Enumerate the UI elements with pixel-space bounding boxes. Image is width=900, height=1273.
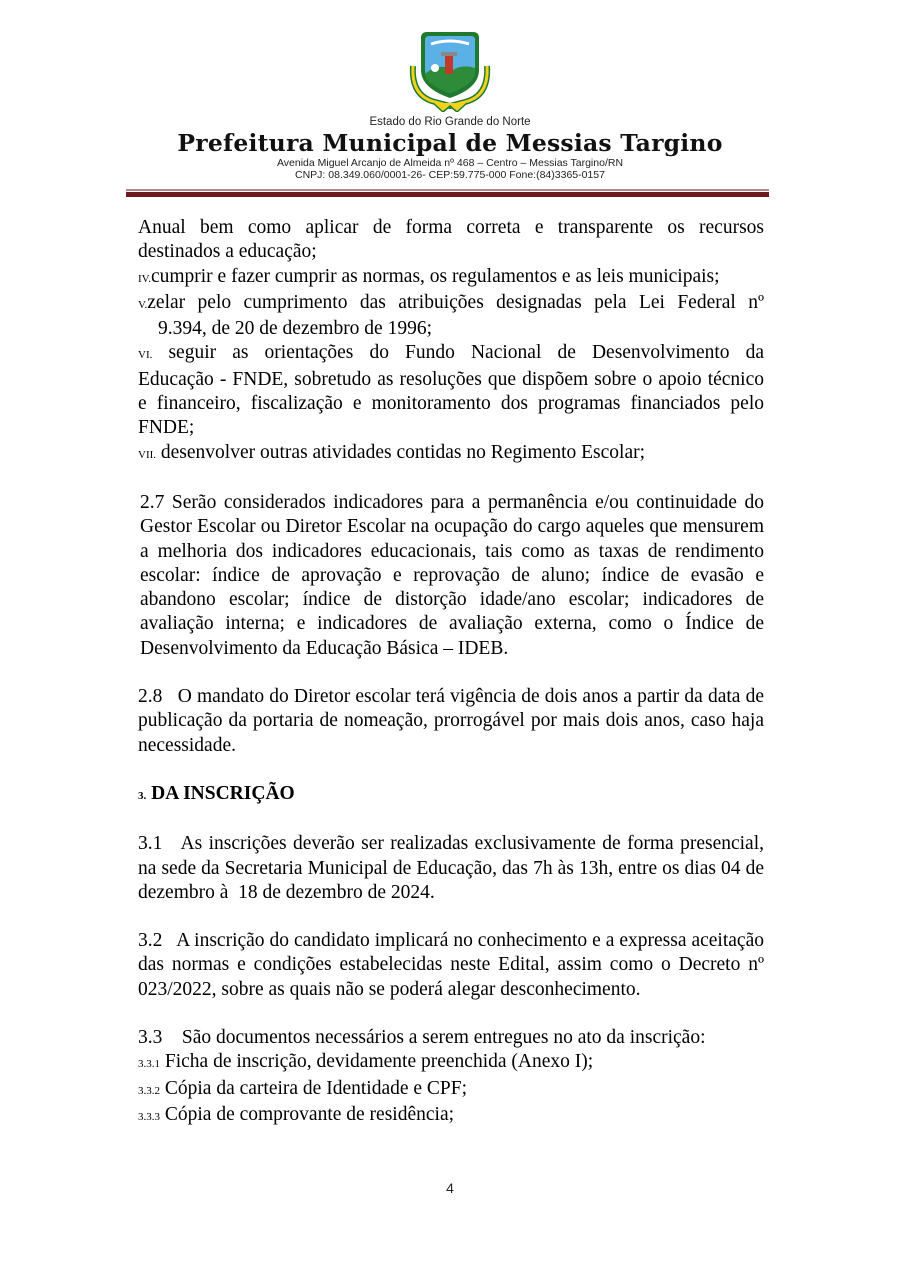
sub-item-number: 3.3.1: [138, 1058, 160, 1071]
list-number: VI.: [138, 349, 153, 362]
paragraph-intro-line1: Anual bem como aplicar de forma correta e transparente os recursos: [138, 217, 764, 238]
sub-item-text: Ficha de inscrição, devidamente preenchida (Anexo I);: [164, 1051, 594, 1073]
sub-item-3-3-1: [138, 1050, 764, 1076]
sub-item-3-3-3: [138, 1103, 764, 1129]
contact-line: CNPJ: 08.349.060/0001-26- CEP:59.775-000 Fone:(84)3365-0157: [295, 169, 605, 181]
document-body: [138, 216, 769, 1129]
page-number: 4: [446, 1180, 454, 1196]
paragraph-3-1: 3.1 As inscrições deverão ser realizadas exclusivamente de forma presencial, na sede da Secretaria Municipal de Educação, das 7h às 13h, entre os dias 04 de dezembro à 18 de dezembro de 2024.: [138, 833, 769, 903]
list-item-v-cont: 9.394, de 20 de dezembro de 1996;: [158, 318, 433, 340]
list-item-vi-cont: Educação - FNDE, sobretudo as resoluções que dispõem sobre o apoio técnico e financeiro, fiscalização e monitoramento dos programas financiados pelo FNDE;: [138, 368, 764, 439]
list-number: IV.: [138, 272, 151, 285]
section-title: DA INSCRIÇÃO: [151, 782, 295, 804]
list-text: seguir as orientações do Fundo Nacional de Desenvolvimento da: [168, 342, 765, 364]
sub-item-3-3-2: [138, 1077, 764, 1103]
paragraph-3-3: 3.3 São documentos necessários a serem entregues no ato da inscrição:: [138, 1027, 706, 1049]
list-number: V.: [138, 298, 148, 311]
paragraph-3-2: 3.2 A inscrição do candidato implicará no conhecimento e a expressa aceitação das normas e condições estabelecidas neste Edital, assim como o Decreto nº 023/2022, sobre as quais não se poderá alegar desconhecimento.: [138, 930, 769, 1000]
address-line: Avenida Miguel Arcanjo de Almeida nº 468 – Centro – Messias Targino/RN: [276, 157, 624, 169]
list-item-vii: [138, 441, 764, 467]
coat-of-arms-icon: [405, 26, 495, 112]
section-number: 3.: [138, 789, 147, 802]
letterhead: [0, 26, 900, 181]
paragraph-intro-line2: destinados a educação;: [138, 241, 317, 263]
state-name: Estado do Rio Grande do Norte: [369, 116, 531, 128]
list-item-iv: [138, 265, 764, 291]
sub-item-number: 3.3.3: [138, 1110, 160, 1123]
list-text: zelar pelo cumprimento das atribuições designadas pela Lei Federal nº: [147, 291, 764, 313]
paragraph-2-7: 2.7 Serão considerados indicadores para a permanência e/ou continuidade do Gestor Escolar ou Diretor Escolar na ocupação do cargo aqueles que mensurem a melhoria dos indicadores educacionais, tais como as taxas de rendimento escolar: índice de aprovação e reprovação de aluno; índice de evasão e abandono escolar; índice de distorção idade/ano escolar; indicadores de avaliação interna; e indicadores de avaliação externa, como o Índice de Desenvolvimento da Educação Básica – IDEB.: [140, 491, 764, 659]
header-divider: [126, 189, 769, 197]
section-heading: [138, 782, 764, 808]
list-number: VII.: [138, 448, 157, 461]
institution-title: Prefeitura Municipal de Messias Targino: [177, 129, 723, 157]
list-item-vi: [138, 341, 764, 367]
sub-item-text: Cópia de comprovante de residência;: [164, 1103, 455, 1125]
list-text: cumprir e fazer cumprir as normas, os regulamentos e as leis municipais;: [150, 265, 720, 287]
list-item-v: [138, 291, 764, 317]
sub-item-number: 3.3.2: [138, 1084, 160, 1097]
sub-item-text: Cópia da carteira de Identidade e CPF;: [164, 1077, 468, 1099]
list-text: desenvolver outras atividades contidas no Regimento Escolar;: [160, 441, 646, 463]
paragraph-2-8: 2.8 O mandato do Diretor escolar terá vigência de dois anos a partir da data de publicação da portaria de nomeação, prorrogável por mais dois anos, caso haja necessidade.: [138, 686, 769, 756]
